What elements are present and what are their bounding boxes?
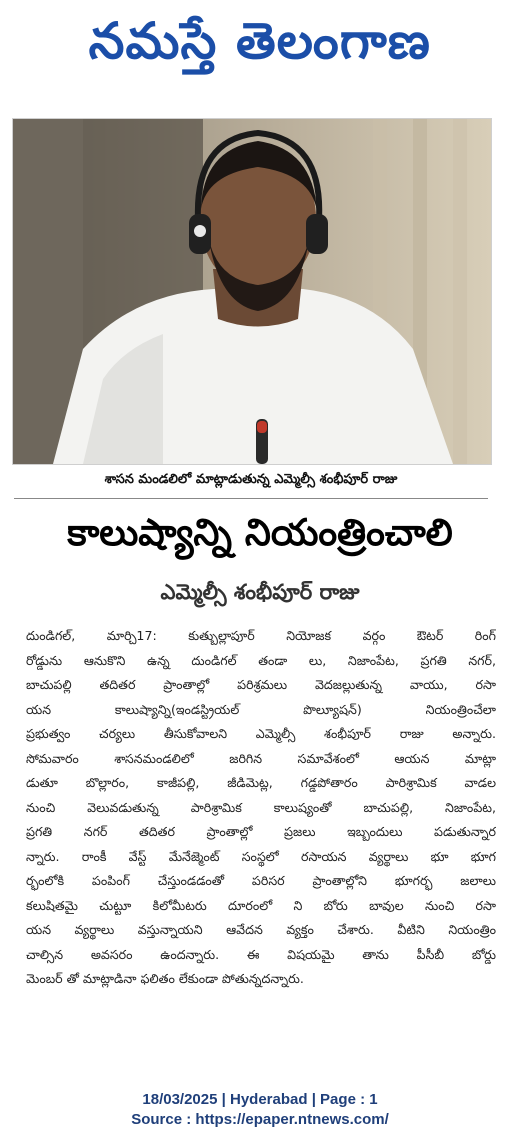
photo-caption: శాసన మండలిలో మాట్లాడుతున్న ఎమ్మెల్సీ శంభీపూర్ రాజు <box>14 464 488 499</box>
article-subheadline: ఎమ్మెల్సీ శంభీపూర్ రాజు <box>160 580 360 604</box>
body-line: రోడ్డును ఆనుకొని ఉన్న దుండిగల్ తండా లు, నిజాంపేట, ప్రగతి నగర్, <box>26 652 496 668</box>
body-line: కలుషితమై చుట్టూ కిలోమీటరు దూరంలో ని బోరు బావుల నుంచి రసా <box>26 897 496 913</box>
body-line: యన కాలుష్యాన్ని(ఇండస్ట్రియల్ పొల్యూషన్) నియంత్రించేలా <box>26 701 496 717</box>
body-line: చాల్సిన అవసరం ఉందన్నారు. ఈ విషయమై తాను పీసీబీ బోర్డు <box>26 946 496 962</box>
article-body <box>26 624 496 992</box>
body-line: యన వ్యర్థాలు వస్తున్నాయని ఆవేదన వ్యక్తం చేశారు. వీటిని నియంత్రిం <box>26 922 496 937</box>
person-photo-illustration <box>13 119 491 464</box>
body-line: ప్రభుత్వం చర్యలు తీసుకోవాలని ఎమ్మెల్సీ శంభీపూర్ రాజు అన్నారు. <box>26 726 496 741</box>
source-footer <box>0 1090 520 1130</box>
article-photo <box>12 118 492 465</box>
body-line: ప్రగతి నగర్ తదితర ప్రాంతాల్లో ప్రజలు ఇబ్బందులు పడుతున్నార <box>26 824 496 839</box>
body-line: నుంచి వెలువడుతున్న పారిశ్రామిక కాలుష్యంతో బాచుపల్లి, నిజాంపేట, <box>26 799 496 815</box>
date-location-page: 18/03/2025 | Hyderabad | Page : 1 <box>142 1091 378 1108</box>
article-headline: కాలుష్యాన్ని నియంత్రించాలి <box>67 511 453 554</box>
masthead <box>0 6 520 76</box>
body-line: మెంబర్ తో మాట్లాడినా ఫలితం లేకుండా పోతున్నదన్నారు. <box>26 971 304 986</box>
source-url: Source : https://epaper.ntnews.com/ <box>131 1111 389 1128</box>
body-line: డుతూ బొల్లారం, కాజీపల్లి, జీడిమెట్ల, గడ్డపోతారం పారిశ్రామిక వాడల <box>26 775 496 790</box>
body-line: న్నారు. రాంకీ వేస్ట్ మేనేజ్మెంట్ సంస్థలో రసాయన వ్యర్థాలు భూ భూగ <box>26 848 496 864</box>
body-line: సోమవారం శాసనమండలిలో జరిగిన సమావేశంలో ఆయన మాట్లా <box>26 750 496 766</box>
body-line: దుండిగల్, మార్చి17: కుత్బుల్లాపూర్ నియోజక వర్గం ఔటర్ రింగ్ <box>26 628 496 643</box>
masthead-logo: నమస్తే తెలంగాణ <box>88 11 432 70</box>
body-line: ర్భంలోకి పంపింగ్ చేస్తుండడంతో పరిసర ప్రాంతాల్లోని భూగర్భ జలాలు <box>26 873 496 888</box>
body-line: బాచుపల్లి తదితర ప్రాంతాల్లో పరిశ్రమలు వెదజల్లుతున్న వాయు, రసా <box>26 677 496 692</box>
